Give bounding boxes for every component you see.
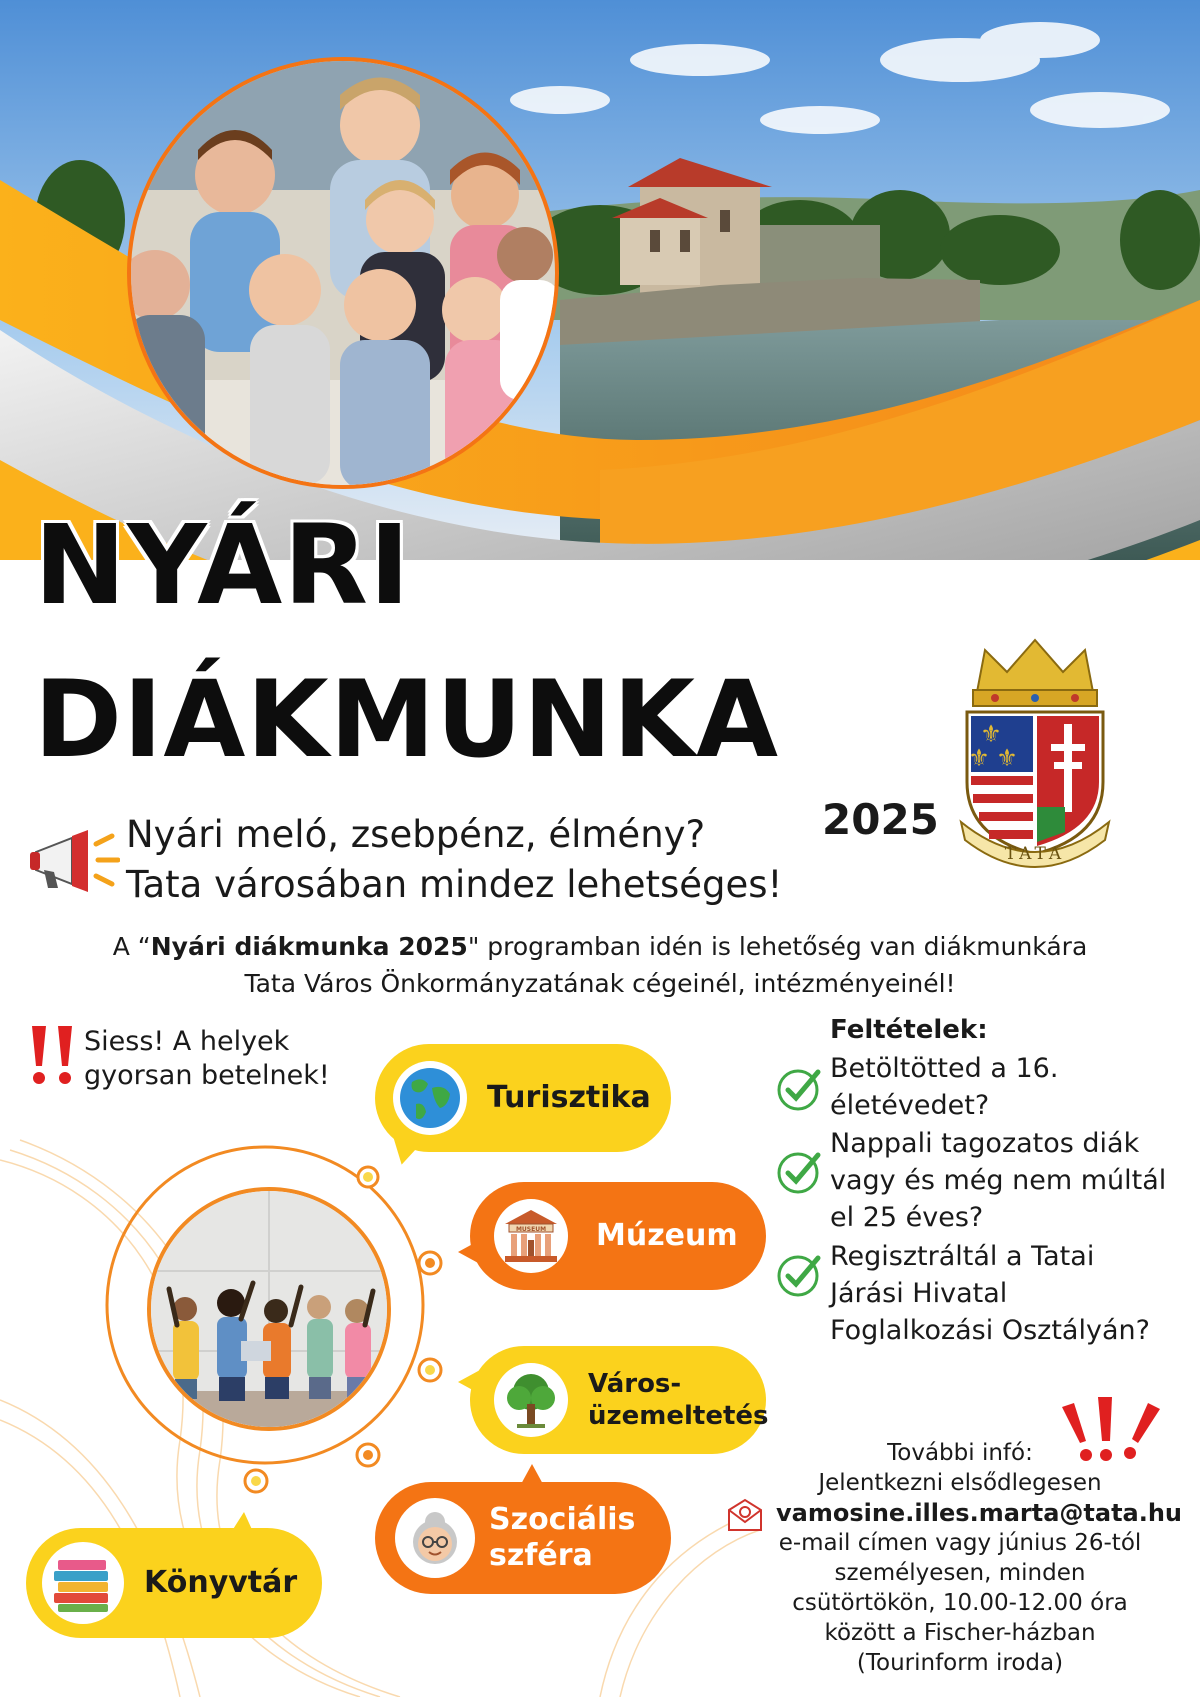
hurry-message — [84, 1025, 330, 1093]
hurry-line-2: gyorsan betelnek! — [84, 1060, 330, 1091]
condition-line: Járási Hivatal — [830, 1278, 1008, 1309]
info-line: (Tourinform iroda) — [856, 1650, 1064, 1676]
bubble-tail — [458, 1240, 480, 1264]
condition-line: Foglalkozási Osztályán? — [830, 1315, 1150, 1346]
conditions-heading: Feltételek: — [830, 1015, 988, 1045]
category-muzeum — [470, 1182, 766, 1290]
condition-line: Nappali tagozatos diák — [830, 1128, 1140, 1159]
checkmark-icon — [776, 1066, 824, 1112]
condition-item — [776, 1238, 1186, 1349]
hurry-line-1: Siess! A helyek — [84, 1026, 290, 1057]
category-turisztika — [375, 1044, 671, 1152]
svg-text:⚜: ⚜ — [968, 744, 990, 772]
tagline-line-2: Tata városában mindez lehetséges! — [126, 863, 783, 906]
category-label: Könyvtár — [144, 1565, 298, 1600]
tata-coat-of-arms — [955, 632, 1115, 877]
group-photo — [147, 1187, 391, 1431]
category-label-line-2: szféra — [489, 1538, 593, 1573]
intro-line1-rest: " programban idén is lehetőség van diákmunkára — [467, 932, 1088, 961]
svg-text:⚜: ⚜ — [996, 744, 1018, 772]
category-label-line-2: üzemeltetés — [588, 1401, 769, 1431]
checkmark-icon — [776, 1149, 824, 1195]
category-varosuzemeltetes — [470, 1346, 769, 1454]
bubble-tail — [458, 1370, 480, 1394]
condition-line: vagy és még nem múltál — [830, 1165, 1167, 1196]
email-link[interactable]: vamosine.illes.marta@tata.hu — [776, 1499, 1183, 1527]
checkmark-icon — [776, 1252, 824, 1298]
category-konyvtar — [26, 1528, 322, 1638]
double-exclamation-icon — [26, 1022, 80, 1092]
intro-paragraph — [40, 928, 1160, 1002]
hero-background — [0, 0, 1200, 560]
condition-item — [776, 1050, 1186, 1124]
category-label-line-1: Szociális — [489, 1502, 636, 1537]
title-line-1: NYÁRI — [34, 501, 411, 629]
program-name: Nyári diákmunka 2025 — [150, 932, 468, 961]
museum-sign-text: MUSEUM — [515, 1226, 547, 1233]
megaphone-icon — [26, 826, 120, 900]
contact-info — [740, 1438, 1183, 1678]
category-label: Múzeum — [596, 1218, 738, 1253]
svg-text:⚜: ⚜ — [980, 720, 1002, 748]
category-label — [489, 1502, 635, 1574]
category-label-line-1: Város- — [588, 1369, 682, 1399]
info-line: csütörtökön, 10.00-12.00 óra — [792, 1590, 1128, 1616]
category-szocialis-szfera — [375, 1482, 671, 1594]
condition-line: életévedet? — [830, 1090, 990, 1121]
condition-line: el 25 éves? — [830, 1202, 984, 1233]
globe-icon — [393, 1061, 467, 1135]
info-line: További infó: — [887, 1440, 1033, 1466]
title-line-2: DIÁKMUNKA — [34, 658, 780, 781]
title-year: 2025 — [822, 795, 939, 844]
museum-icon — [494, 1199, 568, 1273]
category-label — [588, 1368, 769, 1432]
condition-line: Betöltötted a 16. — [830, 1053, 1059, 1084]
tree-icon — [494, 1363, 568, 1437]
info-line: Jelentkezni elsődlegesen — [818, 1470, 1102, 1496]
grandmother-icon — [395, 1498, 475, 1578]
condition-item — [776, 1125, 1186, 1236]
category-label: Turisztika — [487, 1080, 651, 1115]
condition-line: Regisztráltál a Tatai — [830, 1241, 1095, 1272]
info-line: e-mail címen vagy június 26-tól — [778, 1530, 1142, 1556]
books-icon — [42, 1542, 124, 1624]
info-line: között a Fischer-házban — [824, 1620, 1096, 1646]
crest-banner-text: TATA — [1004, 844, 1066, 864]
intro-line-2: Tata Város Önkormányzatának cégeinél, intézményeinél! — [244, 969, 956, 998]
bubble-tail — [230, 1512, 254, 1534]
info-line: személyesen, minden — [834, 1560, 1086, 1586]
bubble-tail — [520, 1464, 544, 1486]
intro-prefix: A “ — [112, 932, 151, 961]
tagline-line-1: Nyári meló, zsebpénz, élmény? — [126, 813, 706, 856]
hero-banner — [0, 0, 1200, 560]
